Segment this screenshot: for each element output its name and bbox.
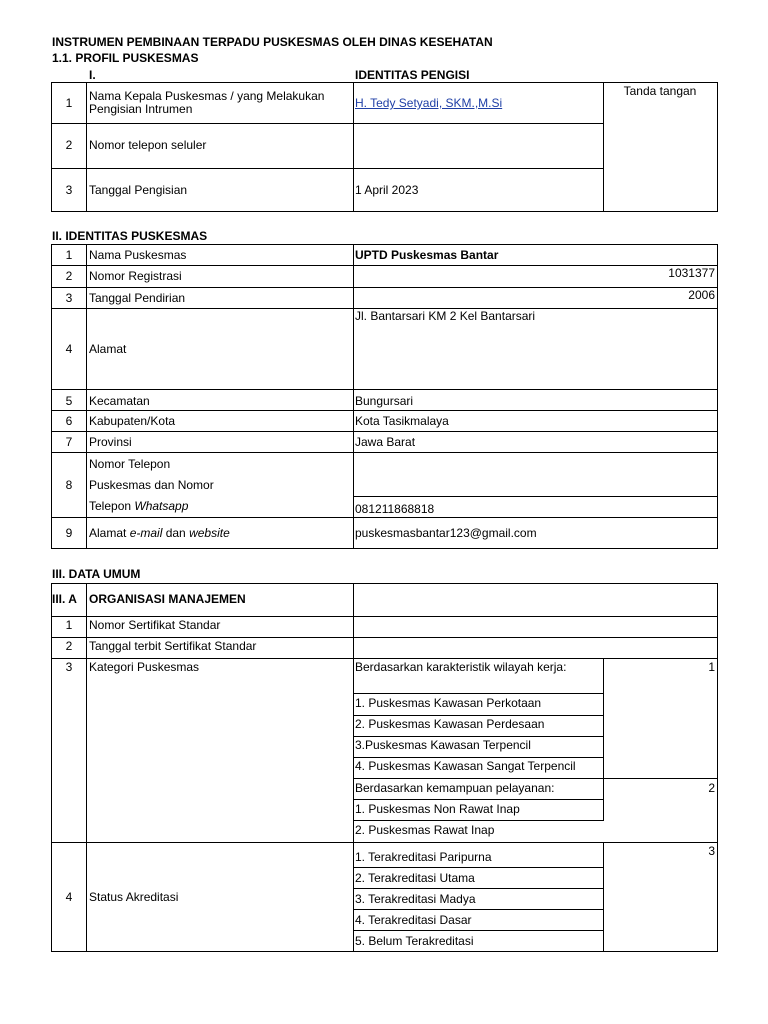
- kategori-wilayah-value: 1: [708, 660, 715, 674]
- signature-label: Tanda tangan: [623, 84, 697, 98]
- field-label: Nomor telepon seluler: [89, 138, 207, 152]
- section-1-heading: IDENTITAS PENGISI: [355, 68, 470, 82]
- option-item: 3.Puskesmas Kawasan Terpencil: [355, 738, 531, 752]
- subsection-code: III. A: [52, 592, 77, 606]
- row-number: 2: [65, 269, 73, 283]
- field-label: Nomor Sertifikat Standar: [89, 618, 221, 632]
- section-2-heading: II. IDENTITAS PUSKESMAS: [52, 229, 208, 243]
- row-number: 3: [65, 291, 73, 305]
- document-subtitle: 1.1. PROFIL PUSKESMAS: [52, 51, 199, 65]
- field-label: Pengisian Intrumen: [89, 102, 193, 116]
- document-title: INSTRUMEN PEMBINAAN TERPADU PUSKESMAS OLEH DINAS KESEHATAN: [52, 35, 493, 49]
- puskesmas-name-value: UPTD Puskesmas Bantar: [355, 248, 499, 262]
- field-label: Kecamatan: [89, 394, 150, 408]
- option-item: 1. Terakreditasi Paripurna: [355, 850, 492, 864]
- whatsapp-value: 081211868818: [355, 502, 435, 516]
- district-value: Bungursari: [355, 394, 414, 408]
- row-number: 3: [65, 660, 73, 674]
- option-item: 4. Terakreditasi Dasar: [355, 913, 472, 927]
- option-item: 1. Puskesmas Kawasan Perkotaan: [355, 696, 542, 710]
- city-value: Kota Tasikmalaya: [355, 414, 449, 428]
- registration-number-value: 1031377: [668, 266, 715, 280]
- field-label: Telepon Whatsapp: [89, 499, 189, 513]
- field-label: Nama Kepala Puskesmas / yang Melakukan: [89, 89, 325, 103]
- option-item: 5. Belum Terakreditasi: [355, 934, 474, 948]
- row-number: 2: [65, 639, 73, 653]
- field-label: Alamat: [89, 342, 127, 356]
- row-number: 6: [65, 414, 73, 428]
- field-label: Nomor Telepon: [89, 457, 171, 471]
- option-item: 1. Puskesmas Non Rawat Inap: [355, 802, 520, 816]
- field-label: Kategori Puskesmas: [89, 660, 200, 674]
- subsection-heading: ORGANISASI MANAJEMEN: [89, 592, 246, 606]
- field-label: Kabupaten/Kota: [89, 414, 176, 428]
- field-label: Tanggal terbit Sertifikat Standar: [89, 639, 257, 653]
- option-item: 2. Puskesmas Kawasan Perdesaan: [355, 717, 545, 731]
- row-number: 8: [65, 478, 73, 492]
- field-label: Status Akreditasi: [89, 890, 179, 904]
- kategori-pelayanan-value: 2: [708, 781, 715, 795]
- founding-year-value: 2006: [688, 288, 715, 302]
- address-value: Jl. Bantarsari KM 2 Kel Bantarsari: [355, 309, 536, 323]
- fill-date-value: 1 April 2023: [355, 183, 419, 197]
- field-label: Puskesmas dan Nomor: [89, 478, 214, 492]
- option-item: 2. Puskesmas Rawat Inap: [355, 823, 495, 837]
- row-number: 4: [65, 890, 73, 904]
- field-label: Tanggal Pengisian: [89, 183, 188, 197]
- field-label: Tanggal Pendirian: [89, 291, 186, 305]
- field-label: Provinsi: [89, 435, 132, 449]
- option-group-title: Berdasarkan karakteristik wilayah kerja:: [355, 660, 567, 674]
- option-group-title: Berdasarkan kemampuan pelayanan:: [355, 781, 555, 795]
- kepala-puskesmas-name[interactable]: H. Tedy Setyadi, SKM.,M.Si: [355, 96, 503, 110]
- row-number: 2: [65, 138, 73, 152]
- option-item: 2. Terakreditasi Utama: [355, 871, 475, 885]
- row-number: 4: [65, 342, 73, 356]
- row-number: 7: [65, 435, 73, 449]
- row-number: 1: [65, 96, 73, 110]
- field-label: Alamat e-mail dan website: [89, 526, 230, 540]
- option-item: 4. Puskesmas Kawasan Sangat Terpencil: [355, 759, 576, 773]
- row-number: 1: [65, 618, 73, 632]
- akreditasi-value: 3: [708, 844, 715, 858]
- row-number: 1: [65, 248, 73, 262]
- province-value: Jawa Barat: [355, 435, 416, 449]
- section-3-heading: III. DATA UMUM: [52, 567, 141, 581]
- row-number: 3: [65, 183, 73, 197]
- row-number: 9: [65, 526, 73, 540]
- option-item: 3. Terakreditasi Madya: [355, 892, 476, 906]
- field-label: Nomor Registrasi: [89, 269, 182, 283]
- section-1-number: I.: [89, 68, 96, 82]
- email-value[interactable]: puskesmasbantar123@gmail.com: [355, 526, 537, 540]
- field-label: Nama Puskesmas: [89, 248, 187, 262]
- row-number: 5: [65, 394, 73, 408]
